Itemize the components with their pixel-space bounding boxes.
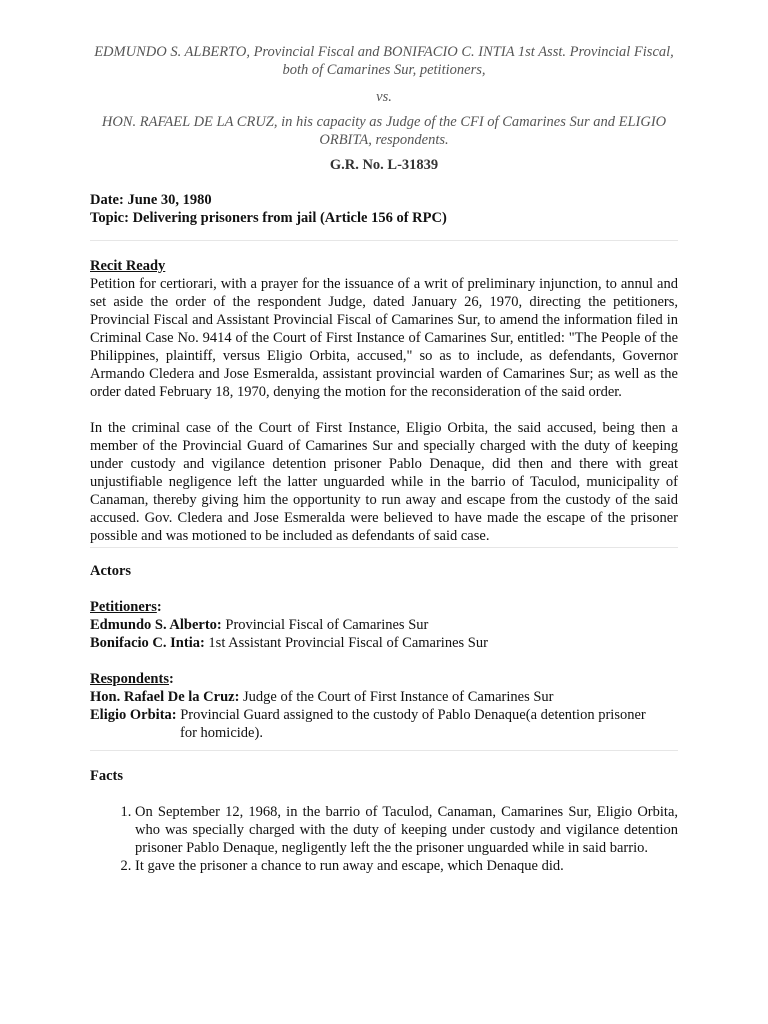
petitioner-name: Edmundo S. Alberto: (90, 617, 222, 633)
facts-list (90, 803, 678, 875)
respondent-line (90, 706, 678, 724)
section-divider (90, 547, 678, 548)
petitioner-line (90, 634, 678, 652)
actors-section (90, 562, 678, 742)
case-caption (90, 43, 678, 149)
respondent-role-continued: for homicide). (180, 725, 263, 741)
respondent-role: Provincial Guard assigned to the custody of Pablo Denaque(a detention prisoner (176, 707, 646, 723)
section-divider (90, 750, 678, 751)
case-meta (90, 191, 678, 227)
recit-ready-section (90, 257, 678, 545)
document-page (90, 43, 678, 875)
facts-section (90, 767, 678, 875)
actors-title: Actors (90, 563, 132, 579)
petitioners-title: Petitioners (90, 599, 157, 615)
petitioners-block (90, 598, 678, 652)
respondents-title: Respondents (90, 671, 169, 687)
section-divider (90, 240, 678, 241)
respondents-heading (90, 670, 678, 688)
respondent-name: Hon. Rafael De la Cruz: (90, 689, 240, 705)
fact-item: 1. On September 12, 1968, in the barrio of Taculod, Canaman, Camarines Sur, Eligio Orbita, who was specially charged with the duty of keeping under custody and vigilance detention prisoner Pablo Denaque, negligently left the the prisoner unguarded while in said barrio. (135, 803, 678, 857)
recit-ready-title: Recit Ready (90, 258, 166, 274)
petitioners-heading (90, 598, 678, 616)
gr-number: G.R. No. L-31839 (329, 157, 439, 173)
caption-petitioners: EDMUNDO S. ALBERTO, Provincial Fiscal and BONIFACIO C. INTIA 1st Asst. Provincial Fiscal, both of Camarines Sur, petitioners, (94, 44, 674, 78)
facts-title: Facts (90, 768, 124, 784)
caption-respondents: HON. RAFAEL DE LA CRUZ, in his capacity as Judge of the CFI of Camarines Sur and ELIGIO ORBITA, respondents. (101, 114, 667, 148)
case-date: Date: June 30, 1980 (90, 192, 212, 208)
respondents-block (90, 670, 678, 742)
caption-vs: vs. (376, 89, 392, 105)
petitioner-role: Provincial Fiscal of Camarines Sur (221, 617, 429, 633)
case-topic: Topic: Delivering prisoners from jail (Article 156 of RPC) (90, 210, 447, 226)
fact-item: 2. It gave the prisoner a chance to run away and escape, which Denaque did. (135, 857, 678, 875)
respondent-role: Judge of the Court of First Instance of Camarines Sur (239, 689, 554, 705)
petitioners-colon: : (156, 599, 162, 615)
petitioner-name: Bonifacio C. Intia: (90, 635, 205, 651)
respondents-colon: : (168, 671, 174, 687)
petitioner-role: 1st Assistant Provincial Fiscal of Camarines Sur (204, 635, 488, 651)
recit-paragraph-2: In the criminal case of the Court of First Instance, Eligio Orbita, the said accused, being then a member of the Provincial Guard of Camarines Sur and specially charged with the duty of keeping under custody and vigilance detention prisoner Pablo Denaque, did then and there with great unjustifiable negligence left the latter unguarded while in the barrio of Taculod, municipality of Canaman, thereby giving him the opportunity to run away and escape from the custody of the said accused. Gov. Cledera and Jose Esmeralda were believed to have made the escape of the prisoner possible and was motioned to be included as defendants of said case. (90, 420, 678, 544)
respondent-line (90, 688, 678, 706)
recit-paragraph-1: Petition for certiorari, with a prayer for the issuance of a writ of preliminary injunction, to annul and set aside the order of the respondent Judge, dated January 26, 1970, directing the petitioners, Provincial Fiscal and Assistant Provincial Fiscal of Camarines Sur, to amend the information filed in Criminal Case No. 9414 of the Court of First Instance of Camarines Sur, entitled: "The People of the Philippines, plaintiff, versus Eligio Orbita, accused," so as to include, as defendants, Governor Armando Cledera and Jose Esmeralda, assistant provincial warden of Camarines Sur; as well as the order dated February 18, 1970, denying the motion for the reconsideration of the said order. (90, 276, 678, 400)
respondent-name: Eligio Orbita: (90, 707, 177, 723)
petitioner-line (90, 616, 678, 634)
